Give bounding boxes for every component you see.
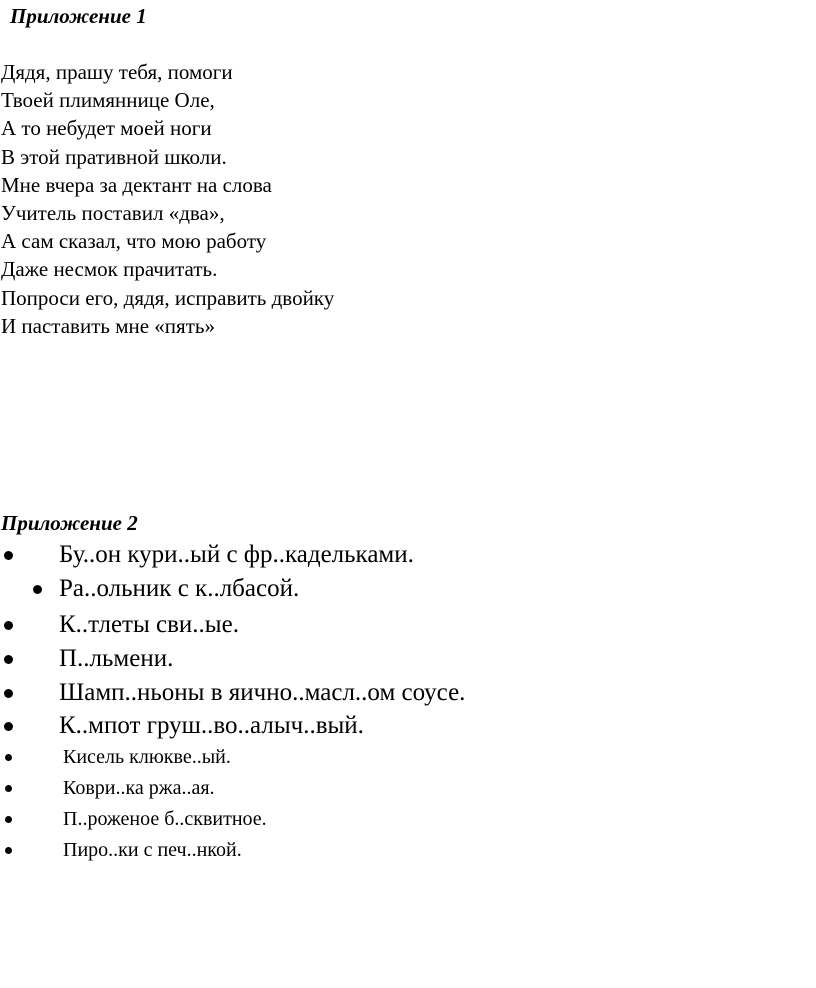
poem-line: В этой пративной школи. [1,144,227,169]
poem-line: Попроси его, дядя, исправить двойку [1,285,335,310]
list-item [4,540,414,570]
list-item-text: Коври..ка ржа..ая. [63,777,215,799]
bullet-icon [5,816,12,823]
poem-line: Учитель поставил «два», [1,201,225,226]
list-item [4,711,364,741]
poem-line: И паставить мне «пять» [1,313,215,338]
poem-line: Дядя, прашу тебя, помоги [1,60,233,84]
list-item-text: Ра..ольник с к..лбасой. [59,575,300,602]
list-item-text: Шамп..ньоны в яично..масл..ом соусе. [59,679,466,706]
appendix-2-title: Приложение 2 [1,511,138,535]
list-item [33,574,299,604]
poem-line: Твоей плимяннице Оле, [1,88,215,113]
poem-text [1,58,334,340]
list-item [5,776,215,800]
bullet-icon [5,785,12,792]
poem-line: Мне вчера за дектант на слова [1,172,272,197]
list-item-text: Пиро..ки с печ..нкой. [63,839,242,861]
list-item-text: К..тлеты сви..ые. [59,611,239,638]
bullet-icon [5,847,12,854]
list-item [5,807,267,831]
list-item-text: П..льмени. [59,645,174,672]
list-item [4,644,173,674]
bullet-icon [4,551,13,560]
list-item [4,678,465,708]
list-item-text: Бу..он кури..ый с фр..кадельками. [59,541,414,568]
bullet-icon [5,754,12,761]
list-item [4,610,239,640]
bullet-icon [4,621,13,630]
bullet-icon [4,689,13,698]
list-item [5,838,242,862]
bullet-icon [33,585,42,594]
list-item [5,745,231,769]
list-item-text: Кисель клюкве..ый. [63,746,231,768]
bullet-icon [4,655,13,664]
list-item-text: П..роженое б..сквитное. [63,808,267,830]
appendix-1-title: Приложение 1 [10,4,147,28]
list-item-text: К..мпот груш..во..алыч..вый. [59,712,364,739]
poem-line: А то небудет моей ноги [1,116,212,141]
bullet-icon [4,722,13,731]
poem-line: Даже несмок прачитать. [1,257,218,282]
poem-line: А сам сказал, что мою работу [1,229,267,254]
